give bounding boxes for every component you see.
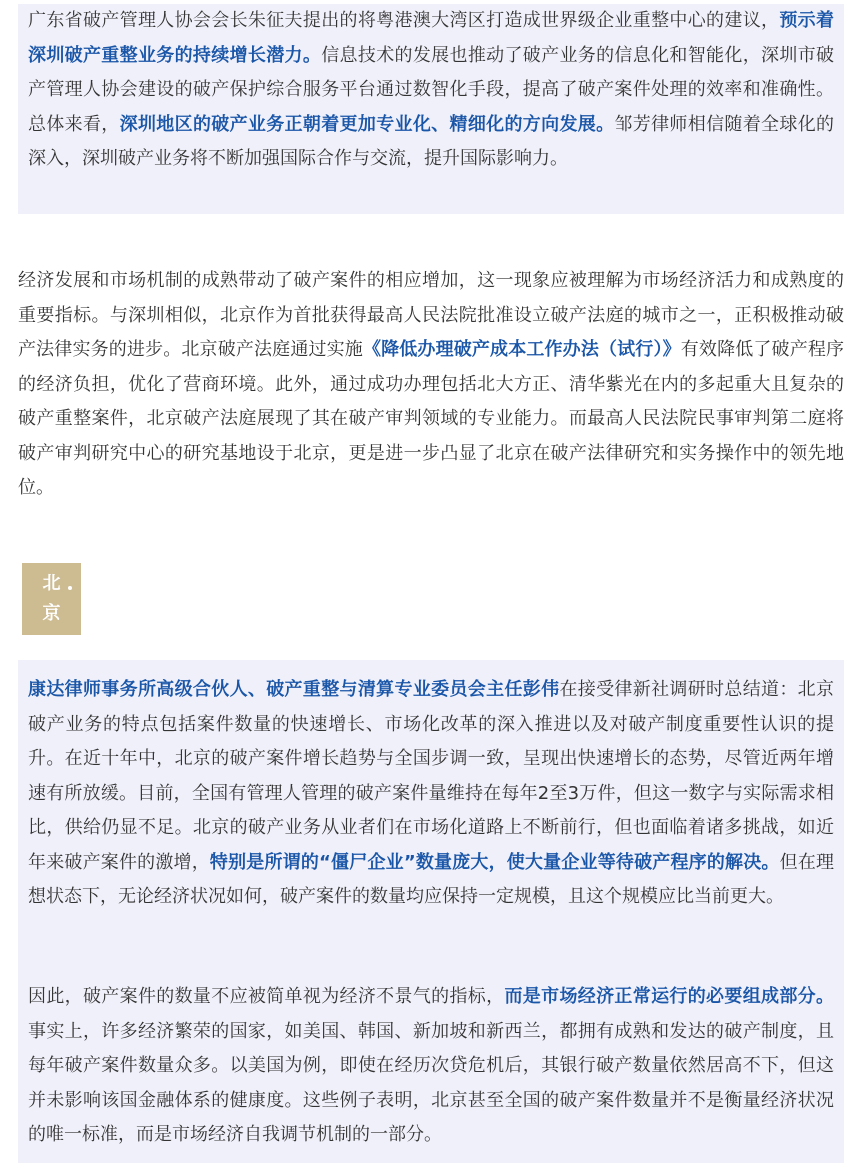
text-segment: 经济发展和市场机制的成熟带动了破产案件的相应增加，这一现象应被理解为市场经济活力和成熟度的重要指标。与深圳相似，北京作为首批获得最高人民法院批准设立破产法庭的城市之一，正积极推动破产法律实务的进步。北京破产法庭通过实施 <box>18 270 844 360</box>
paragraph-market-economy <box>18 970 844 1163</box>
highlight-segment: 特别是所谓的“僵尸企业”数量庞大，使大量企业等待破产程序的解决。 <box>209 851 780 873</box>
text-segment: 广东省破产管理人协会会长朱征夫提出的将粤港澳大湾区打造成世界级企业重整中心的建议， <box>28 10 780 31</box>
tag-dot-decoration <box>68 586 72 590</box>
highlight-segment: 而是市场经济正常运行的必要组成部分。 <box>504 986 835 1007</box>
section-tag-line-1: 北 <box>42 573 61 594</box>
paragraph-pengwei-summary <box>18 660 844 970</box>
highlight-segment: 预示着深圳破产重整业务的持续增长潜力。 <box>28 10 835 66</box>
text-segment: 信息技术的发展也推动了破产业务的信息化和智能化，深圳市破产管理人协会建设的破产保护综合服务平台通过数智化手段，提高了破产案件处理的效率和准确性。总体来看， <box>28 44 835 135</box>
text-segment: 因此，破产案件的数量不应被简单视为经济不景气的指标， <box>28 986 505 1007</box>
text-segment: 邹芳律师相信随着全球化的深入，深圳破产业务将不断加强国际合作与交流，提升国际影响力。 <box>28 113 835 169</box>
text-segment: 但在理想状态下，无论经济状况如何，破产案件的数量均应保持一定规模，且这个规模应比当前更大。 <box>28 851 835 907</box>
highlight-segment: 深圳地区的破产业务正朝着更加专业化、精细化的方向发展。 <box>119 113 615 135</box>
text-segment: 在接受律新社调研时总结道：北京破产业务的特点包括案件数量的快速增长、市场化改革的深入推进以及对破产制度重要性认识的提升。在近十年中，北京的破产案件增长趋势与全国步调一致，呈现出快速增长的态势，尽管近两年增速有所放缓。目前，全国有管理人管理的破产案件量维持在每年2至3万件，但这一数字与实际需求相比，供给仍显不足。北京的破产业务从业者们在市场化道路上不断前行，但也面临着诸多挑战，如近年来破产案件的激增， <box>28 679 835 873</box>
paragraph-beijing-court <box>18 264 844 506</box>
text-segment: 事实上，许多经济繁荣的国家，如美国、韩国、新加坡和新西兰，都拥有成熟和发达的破产制度，且每年破产案件数量众多。以美国为例，即使在经历次贷危机后，其银行破产数量依然居高不下，但这并未影响该国金融体系的健康度。这些例子表明，北京甚至全国的破产案件数量并不是衡量经济状况的唯一标准，而是市场经济自我调节机制的一部分。 <box>28 1020 834 1145</box>
highlight-segment: 康达律师事务所高级合伙人、破产重整与清算专业委员会主任彭伟 <box>28 679 560 700</box>
text-segment: 有效降低了破产程序的经济负担，优化了营商环境。此外，通过成功办理包括北大方正、清华紫光在内的多起重大且复杂的破产重整案件，北京破产法庭展现了其在破产审判领域的专业能力。而最高人民法院民事审判第二庭将破产审判研究中心的研究基地设于北京，更是进一步凸显了北京在破产法律研究和实务操作中的领先地位。 <box>18 339 845 498</box>
section-tag-line-2: 京 <box>42 603 61 624</box>
section-tag-beijing <box>22 563 81 635</box>
paragraph-shenzhen-outlook <box>18 4 844 214</box>
highlight-segment: 《降低办理破产成本工作办法（试行）》 <box>362 339 681 360</box>
